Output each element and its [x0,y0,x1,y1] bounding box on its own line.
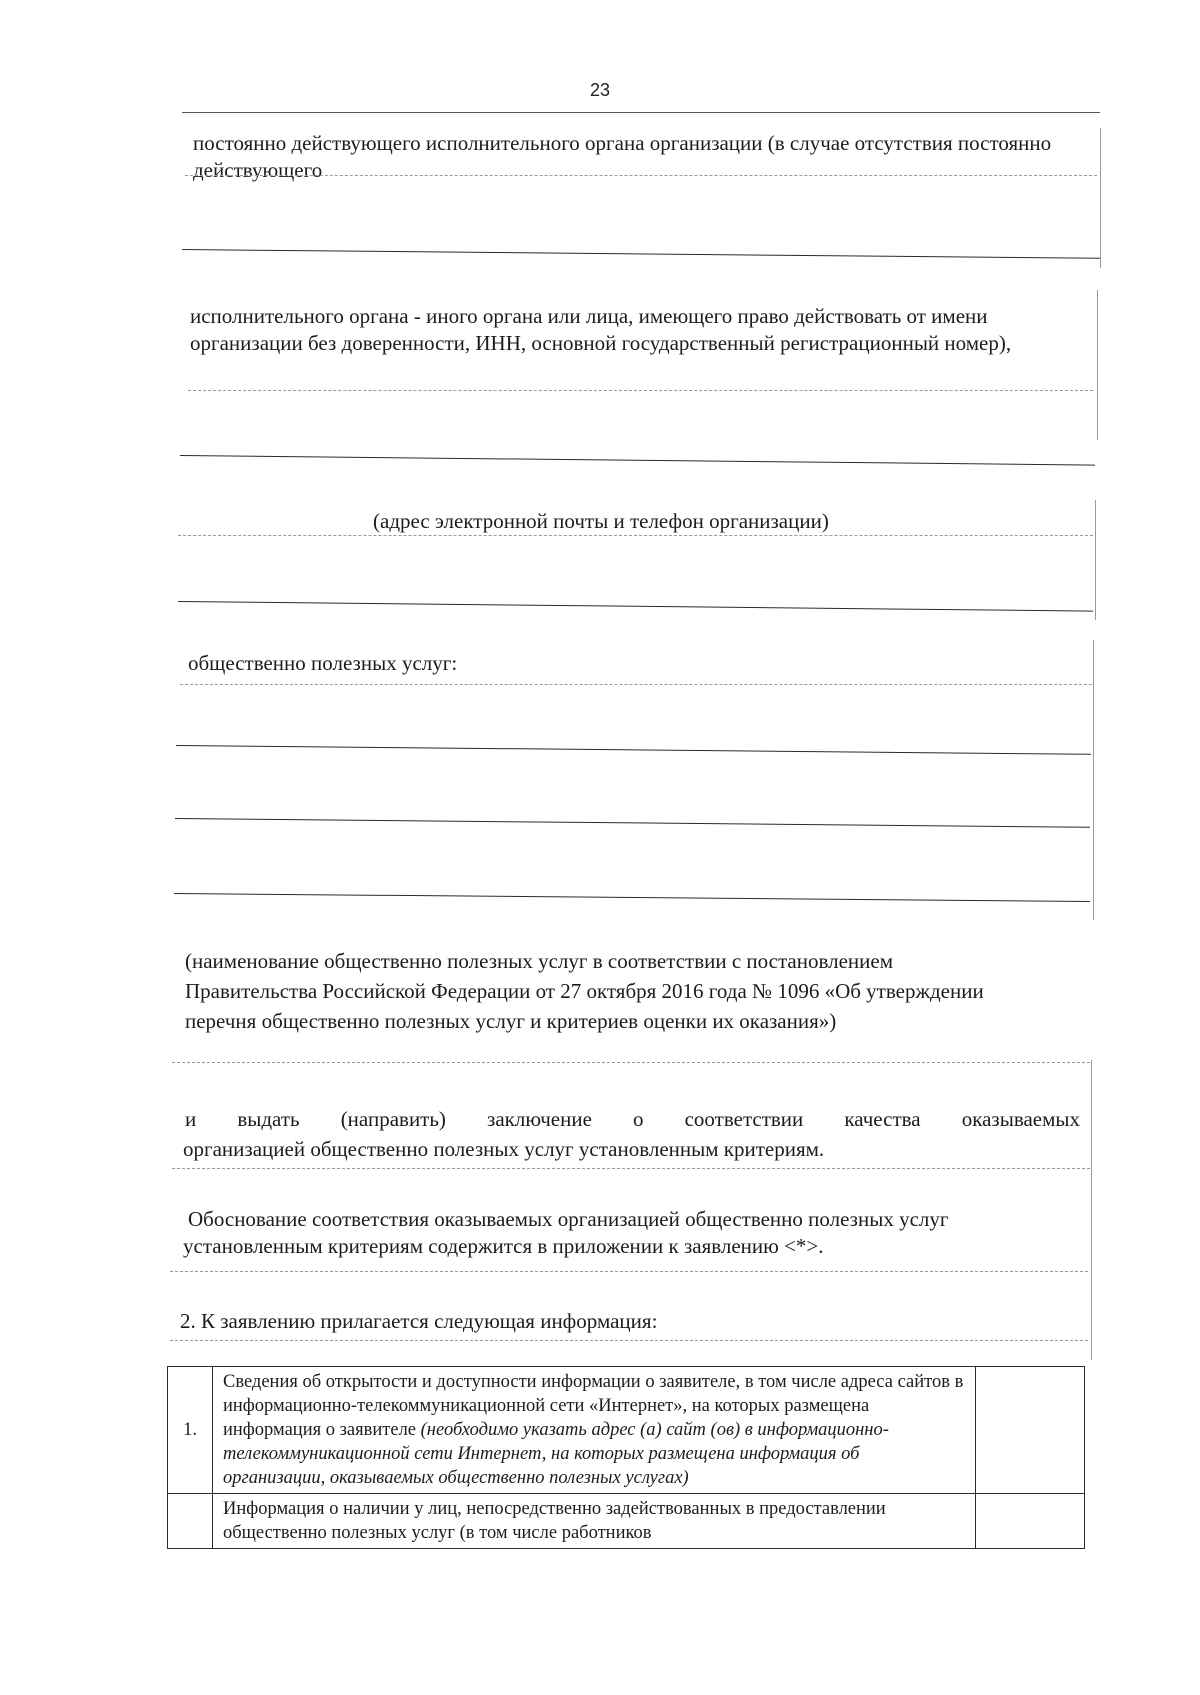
paragraph-other-body: исполнительного органа - иного органа или лица, имеющего право действовать от имени организации без доверенности, ИНН, основной государственный регистрационный номер), [190,304,1012,355]
fill-line[interactable] [180,455,1095,466]
paragraph-issue-conclusion-line1: и выдать (направить) заключение о соответствии качества оказываемых [185,1107,1080,1131]
caption-email-phone: (адрес электронной почты и телефон организации) [373,509,829,533]
table-row [168,1367,1085,1494]
right-margin-line [1093,640,1094,920]
paragraph-services-heading: общественно полезных услуг: [188,651,458,675]
right-margin-line [1097,290,1098,440]
paragraph-attachments-heading: 2. К заявлению прилагается следующая информация: [180,1309,658,1333]
attachments-table [167,1366,1085,1549]
dashed-rule [180,684,1092,685]
paragraph-executive-body: постоянно действующего исполнительного органа организации (в случае отсутствия постоянно действующего [193,131,1052,182]
dashed-rule [172,1168,1090,1169]
row-value-cell[interactable] [976,1367,1085,1494]
right-margin-line [1091,1060,1092,1360]
row-note: (необходимо указать адрес (а) сайт (ов) в информационно-телекоммуникационной сети Интернет, на которых размещена информация об организации, оказываемых общественно полезных услугах) [223,1420,889,1488]
row-value-cell[interactable] [976,1494,1085,1549]
fill-line[interactable] [175,818,1090,828]
caption-service-names: (наименование общественно полезных услуг в соответствии с постановлением Правительства Российской Федерации от 27 октября 2016 года № 1096 «Об утверждении перечня общественно полезных услуг и критериев оценки их оказания») [185,949,984,1033]
row-number: 1. [168,1367,213,1494]
fill-line[interactable] [174,893,1090,902]
page-number: 23 [589,80,611,100]
right-margin-line [1095,500,1096,620]
row-text: Сведения об открытости и доступности информации о заявителе, в том числе адреса сайтов в информационно-телекоммуникационной сети «Интернет», на которых размещена информация о заявителе [223,1372,964,1440]
paragraph-justification: Обоснование соответствия оказываемых организацией общественно полезных услуг установленным критериям содержится в приложении к заявлению <*>. [183,1207,949,1258]
top-rule [182,112,1100,113]
dashed-rule [170,1271,1088,1272]
dashed-rule [172,1062,1090,1063]
dashed-rule [170,1340,1088,1341]
table-row [168,1494,1085,1549]
row-number [168,1494,213,1549]
row-text: Информация о наличии у лиц, непосредственно задействованных в предоставлении общественно полезных услуг (в том числе работников [223,1499,886,1543]
dashed-rule [178,535,1093,536]
right-margin-line [1100,128,1101,268]
row-description [213,1494,976,1549]
row-description [213,1367,976,1494]
fill-line[interactable] [178,601,1093,612]
paragraph-issue-conclusion-line2: организацией общественно полезных услуг установленным критериям. [183,1137,825,1161]
dashed-rule [185,175,1097,176]
dashed-rule [188,390,1093,391]
fill-line[interactable] [182,249,1100,259]
fill-line[interactable] [176,745,1091,755]
